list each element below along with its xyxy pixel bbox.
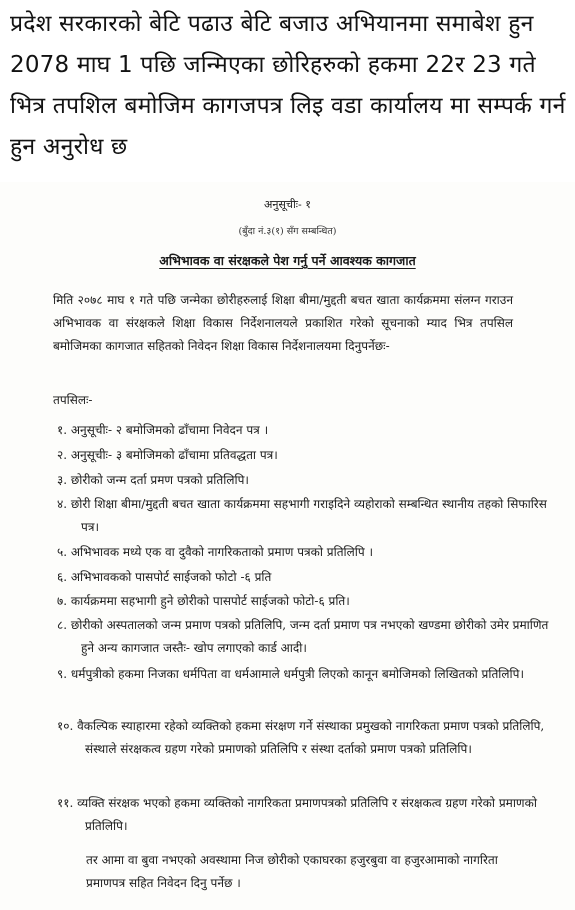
item-text: धर्मपुत्रीको हकमा निजका धर्मपिता वा धर्मआमाले धर्मपुत्री लिएको कानून बमोजिमको लिखितको प्रतिलिपि।: [70, 667, 525, 681]
item-text: अभिभावकको पासपोर्ट साईजको फोटो -६ प्रति: [70, 570, 272, 584]
item-number: ५.: [57, 545, 68, 559]
item-text: कार्यक्रममा सहभागी हुने छोरीको पासपोर्ट साईजको फोटो-६ प्रति।: [70, 594, 350, 608]
list-item: [57, 419, 527, 442]
list-item: [57, 792, 555, 838]
list-item: [57, 566, 527, 589]
list-item: [57, 493, 551, 539]
item-text: वैकल्पिक स्याहारमा रहेको व्यक्तिको हकमा संरक्षण गर्ने संस्थाका प्रमुखको नागरिकता प्रमाण पत्रको प्रतिलिपि, संस्थाले संरक्षकत्व ग्रहण गरेको प्रमाणको प्रतिलिपि र संस्था दर्ताको प्रमाण पत्रको प्रतिलिपि।: [77, 719, 545, 756]
details-label: तपसिलः-: [53, 393, 93, 407]
annex-reference: (बुँदा नं.३(१) सँग सम्बन्धित): [238, 226, 337, 237]
document-title-text: अभिभावक वा संरक्षकले पेश गर्नु पर्ने आवश्यक कागजात: [159, 253, 416, 268]
item-number: ८.: [57, 618, 68, 632]
document-title: [0, 252, 575, 269]
item-number: १.: [57, 423, 68, 437]
item-number: ११.: [57, 796, 74, 810]
item-number: ९.: [57, 667, 68, 681]
list-item: [57, 663, 551, 686]
item-text: छोरीको अस्पतालको जन्म प्रमाण पत्रको प्रतिलिपि, जन्म दर्ता प्रमाण पत्र नभएको खण्डमा छोरीको उमेर प्रमाणित हुने अन्य कागजात जस्तैः- खोप लगाएको कार्ड आदी।: [70, 618, 549, 655]
item-number: ६.: [57, 570, 68, 584]
item-number: २.: [57, 448, 68, 462]
item-text: अनुसूचीः- २ बमोजिमको ढाँचामा निवेदन पत्र ।: [70, 423, 269, 437]
item-number: १०.: [57, 719, 74, 733]
item-text: छोरीको जन्म दर्ता प्रमण पत्रको प्रतिलिपि।: [70, 473, 249, 487]
item-text: अभिभावक मध्ये एक वा दुवैको नागरिकताको प्रमाण पत्रको प्रतिलिपि ।: [70, 545, 374, 559]
item-number: ७.: [57, 594, 68, 608]
list-item: [57, 541, 527, 564]
list-item: [57, 590, 527, 613]
item-text: व्यक्ति संरक्षक भएको हकमा व्यक्तिको नागरिकता प्रमाणपत्रको प्रतिलिपि र संरक्षकत्व ग्रहण गरेको प्रमाणको प्रतिलिपि।: [77, 796, 537, 833]
list-item: [57, 469, 527, 492]
item-text: अनुसूचीः- ३ बमोजिमको ढाँचामा प्रतिवद्धता पत्र।: [70, 448, 278, 462]
annex-number: अनुसूचीः- १: [264, 198, 311, 211]
item-number: ४.: [57, 497, 68, 511]
closing-note: तर आमा वा बुवा नभएको अवस्थामा निज छोरीको एकाघरका हजुरबुवा वा हजुरआमाको नागरिता प्रमाणपत्र सहित निवेदन दिनु पर्नेछ ।: [86, 853, 498, 890]
intro-paragraph: मिति २०७८ माघ १ गते पछि जन्मेका छोरीहरुलाई शिक्षा बीमा/मुद्दती बचत खाता कार्यक्रममा संलग्न गराउन अभिभावक वा संरक्षकले शिक्षा विकास निर्देशनालयले प्रकाशित गरेको सूचनाको म्याद भित्र तपसिल बमोजिमका कागजात सहितको निवेदन शिक्षा विकास निर्देशनालयमा दिनुपर्नेछः-: [53, 293, 513, 353]
list-item: [57, 444, 527, 467]
announcement-text: प्रदेश सरकारको बेटि पढाउ बेटि बजाउ अभियानमा समाबेश हुन 2078 माघ 1 पछि जन्मिएका छोरिहरुको हकमा 22र 23 गते भित्र तपशिल बमोजिम कागजपत्र लिइ वडा कार्यालय मा सम्पर्क गर्न हुन अनुरोध छ: [10, 11, 566, 160]
item-number: ३.: [57, 473, 68, 487]
item-text: छोरी शिक्षा बीमा/मुद्दती बचत खाता कार्यक्रममा सहभागी गराइदिने व्यहोराको सम्बन्धित स्थानीय तहको सिफारिस पत्र।: [70, 497, 547, 534]
list-item: [57, 614, 551, 660]
scanned-document: [0, 182, 575, 910]
document-body: [0, 182, 575, 910]
list-item: [57, 715, 555, 761]
announcement-header: [0, 0, 575, 168]
